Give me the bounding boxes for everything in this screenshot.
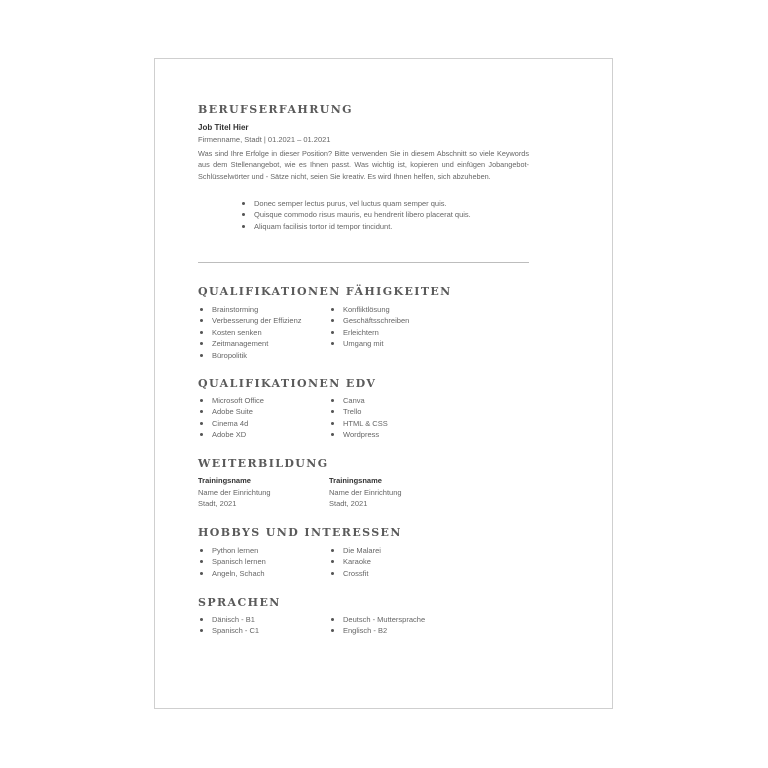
list-item: Karaoke — [329, 556, 381, 567]
list-item: Adobe Suite — [198, 406, 264, 417]
list-item: Englisch - B2 — [329, 625, 425, 636]
list-item: Python lernen — [198, 545, 266, 556]
list-item: Adobe XD — [198, 429, 264, 440]
list-item: Kosten senken — [198, 327, 302, 338]
list-item: Konfliktlösung — [329, 304, 409, 315]
list-item: Geschäftsschreiben — [329, 315, 409, 326]
list-item: Spanisch lernen — [198, 556, 266, 567]
list-item: Microsoft Office — [198, 395, 264, 406]
list-item: Deutsch - Muttersprache — [329, 614, 425, 625]
job-meta: Firmenname, Stadt | 01.2021 – 01.2021 — [198, 135, 331, 144]
list-item: Aliquam facilisis tortor id tempor tincidunt. — [240, 221, 520, 232]
section-divider — [198, 262, 529, 263]
training-item — [329, 475, 402, 510]
training-name: Trainingsname — [329, 476, 382, 485]
job-bullet-list — [240, 198, 520, 232]
hobbies-list-right — [329, 545, 381, 579]
training-place: Stadt, 2021 — [198, 499, 237, 509]
list-item: Crossfit — [329, 568, 381, 579]
hobbies-heading: HOBBYS UND INTERESSEN — [198, 526, 402, 539]
list-item: Wordpress — [329, 429, 388, 440]
resume-page — [154, 58, 613, 709]
job-description: Was sind Ihre Erfolge in dieser Position? Bitte verwenden Sie in diesem Abschnitt so viele Keywords aus dem Stellenangebot, wie es Ihnen passt. Was wichtig ist, kopieren und einfügen Jobangebot-Schlüsselwörter und - Sätze nicht, seien Sie kreativ. Es wird Ihnen helfen, sich abzuheben. — [198, 149, 529, 181]
list-item: Die Malarei — [329, 545, 381, 556]
list-item: Umgang mit — [329, 338, 409, 349]
skills-list-right — [329, 304, 409, 350]
languages-heading: SPRACHEN — [198, 596, 281, 609]
skills-list-left — [198, 304, 302, 361]
training-institution: Name der Einrichtung — [329, 487, 402, 497]
list-item: Dänisch - B1 — [198, 614, 259, 625]
list-item: Brainstorming — [198, 304, 302, 315]
list-item: HTML & CSS — [329, 418, 388, 429]
edv-list-left — [198, 395, 264, 441]
list-item: Canva — [329, 395, 388, 406]
list-item: Trello — [329, 406, 388, 417]
languages-list-right — [329, 614, 425, 637]
training-heading: WEITERBILDUNG — [198, 457, 329, 470]
training-place: Stadt, 2021 — [329, 499, 368, 509]
list-item: Angeln, Schach — [198, 568, 266, 579]
edv-list-right — [329, 395, 388, 441]
list-item: Büropolitik — [198, 350, 302, 361]
list-item: Verbesserung der Effizienz — [198, 315, 302, 326]
training-institution: Name der Einrichtung — [198, 487, 271, 497]
job-title: Job Titel Hier — [198, 123, 249, 132]
experience-heading: BERUFSERFAHRUNG — [198, 103, 353, 116]
languages-list-left — [198, 614, 259, 637]
edv-heading: QUALIFIKATIONEN EDV — [198, 377, 377, 390]
list-item: Erleichtern — [329, 327, 409, 338]
skills-heading: QUALIFIKATIONEN FÄHIGKEITEN — [198, 285, 452, 298]
list-item: Spanisch - C1 — [198, 625, 259, 636]
list-item: Cinema 4d — [198, 418, 264, 429]
hobbies-list-left — [198, 545, 266, 579]
list-item: Donec semper lectus purus, vel luctus quam semper quis. — [240, 198, 520, 209]
list-item: Zeitmanagement — [198, 338, 302, 349]
training-item — [198, 475, 271, 510]
list-item: Quisque commodo risus mauris, eu hendrerit libero placerat quis. — [240, 209, 520, 220]
training-name: Trainingsname — [198, 476, 251, 485]
